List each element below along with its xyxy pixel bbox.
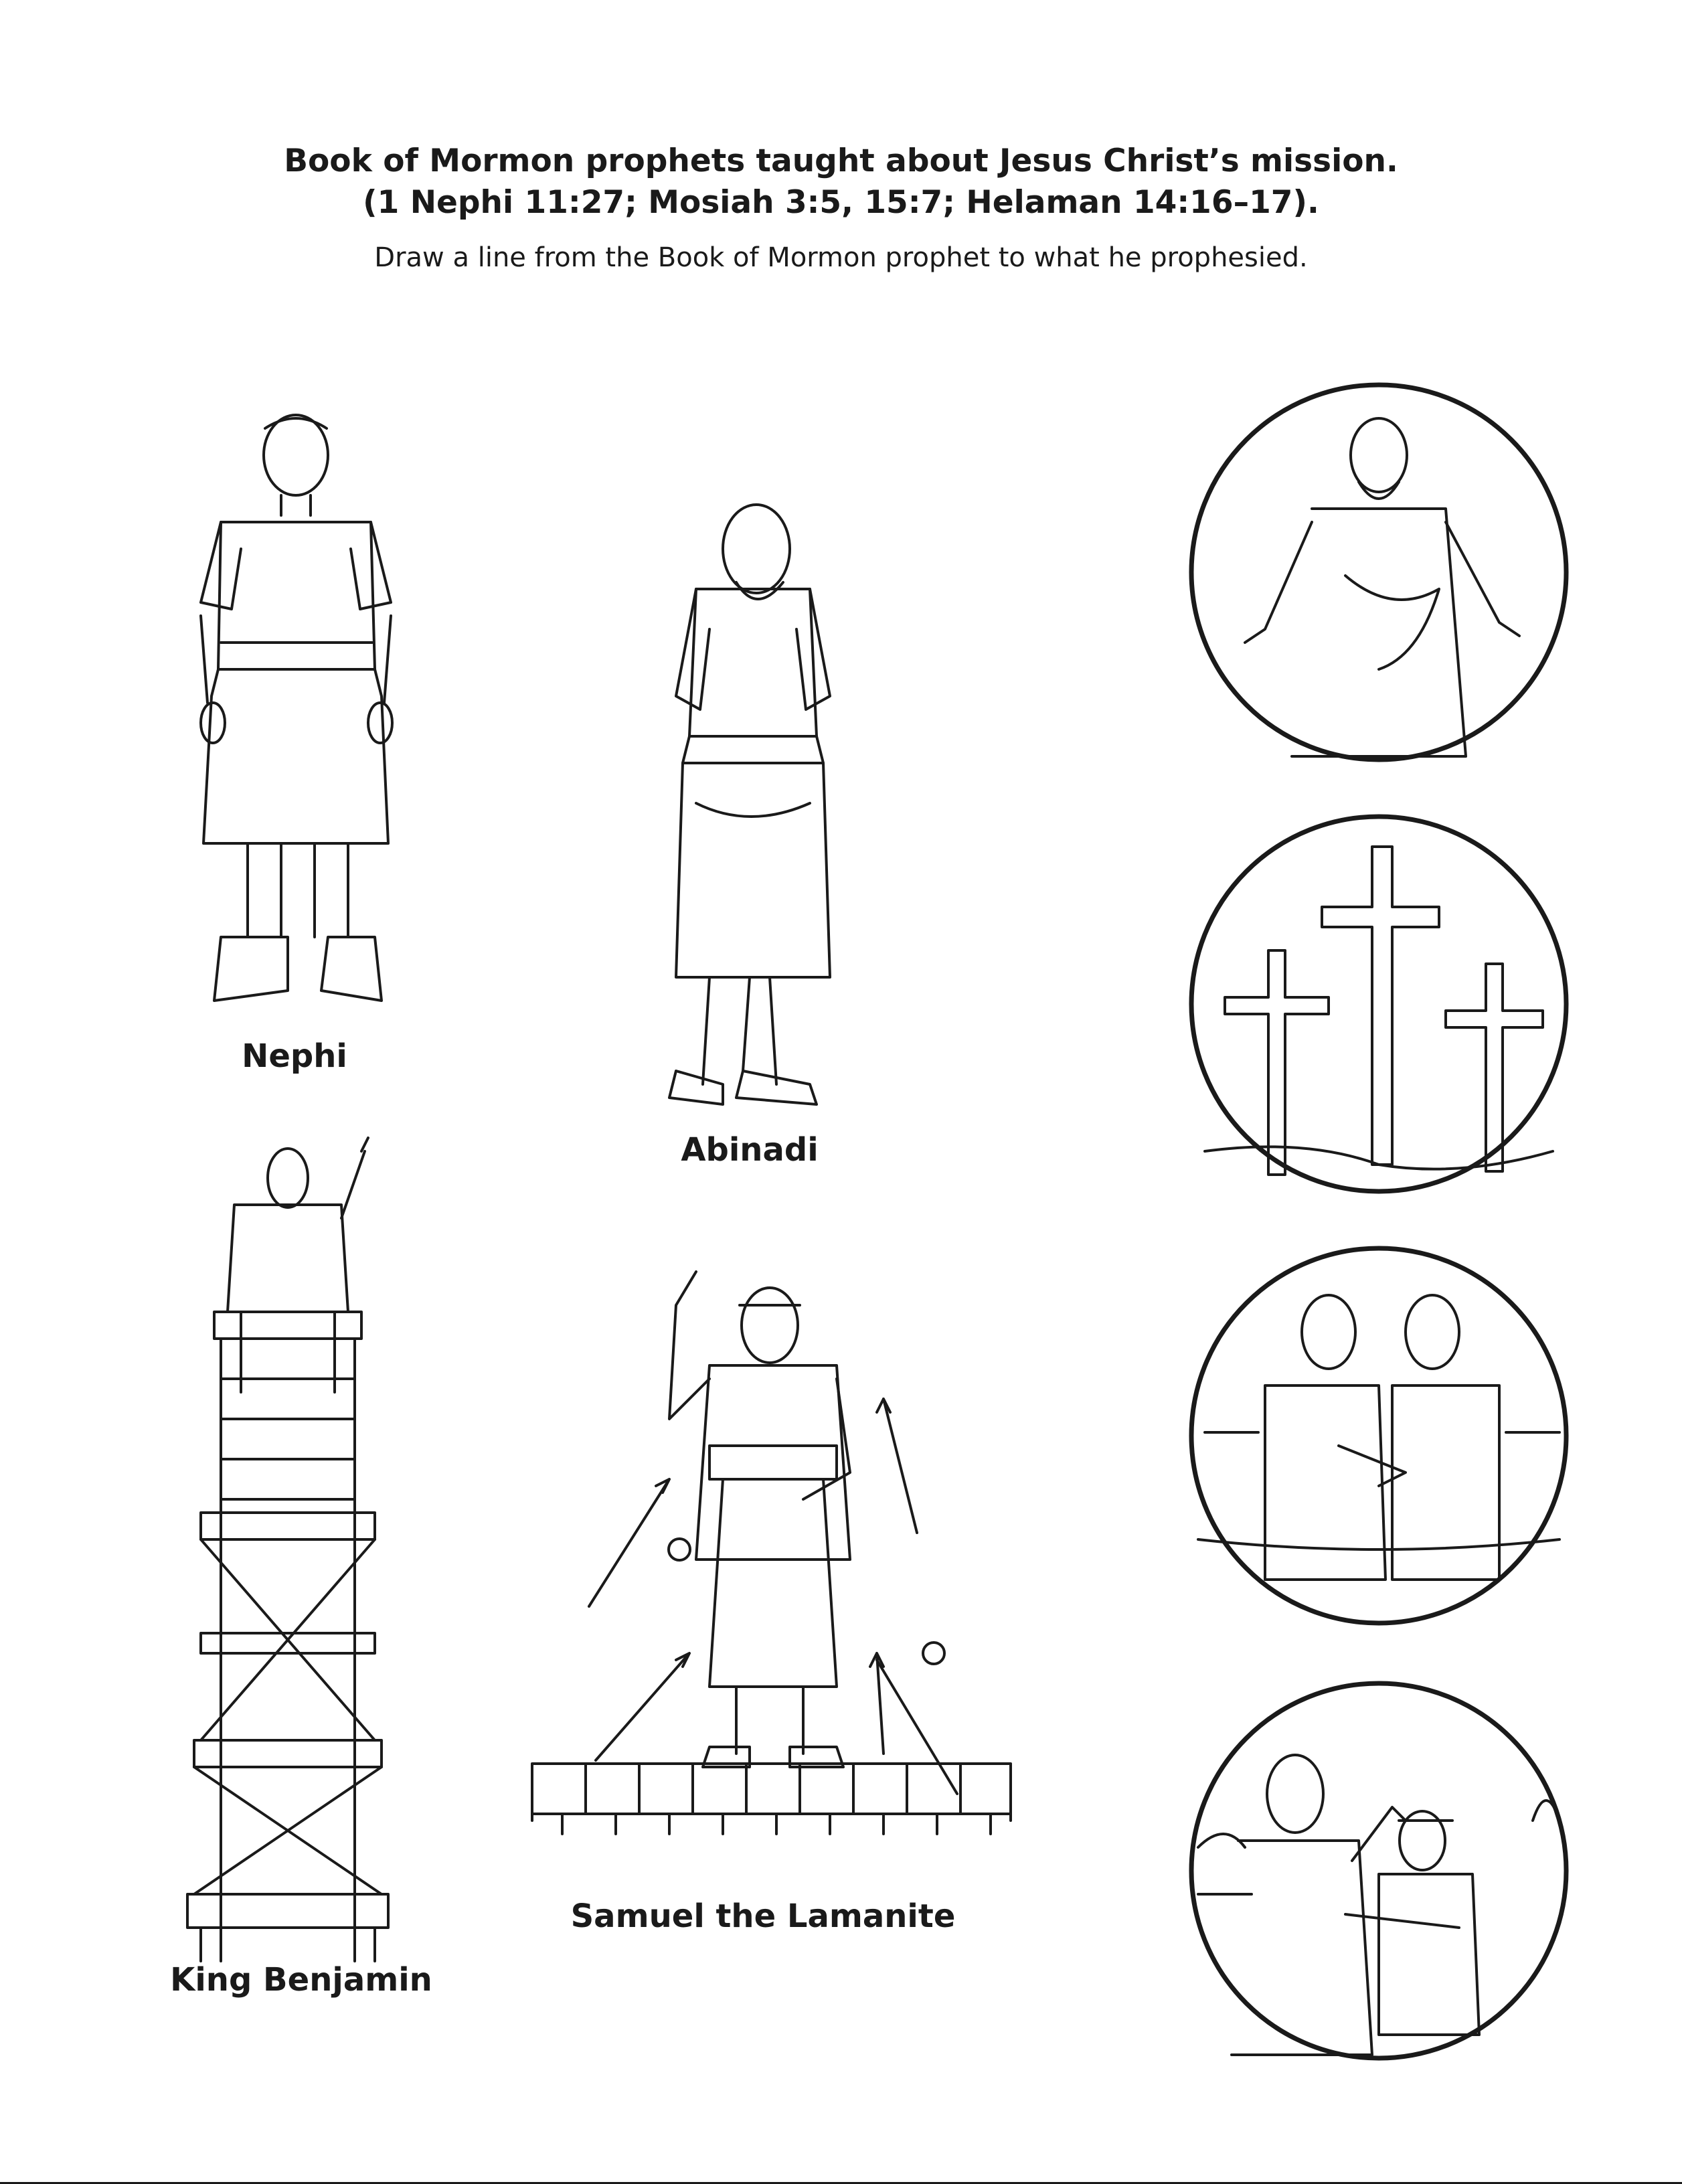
baptism-icon[interactable] [1191, 1248, 1566, 1623]
nephi-figure[interactable] [201, 415, 392, 1001]
title-line-2: (1 Nephi 11:27; Mosiah 3:5, 15:7; Helaman 14:16–17). [363, 184, 1319, 221]
king-benjamin-figure[interactable] [187, 1138, 388, 1961]
blessing-icon[interactable] [1191, 1683, 1566, 2058]
prophet-label-king-benjamin: King Benjamin [170, 1961, 432, 1999]
jesus-christ-icon[interactable] [1191, 385, 1566, 760]
prophet-label-samuel: Samuel the Lamanite [570, 1898, 956, 1935]
prophet-label-nephi: Nephi [242, 1037, 347, 1075]
title-line-1: Book of Mormon prophets taught about Jesus Christ’s mission. [284, 143, 1398, 179]
samuel-figure[interactable] [532, 1272, 1011, 1834]
instructions: Draw a line from the Book of Mormon prophet to what he prophesied. [374, 242, 1308, 273]
prophet-label-abinadi: Abinadi [681, 1131, 819, 1169]
abinadi-figure[interactable] [669, 505, 830, 1104]
three-crosses-icon[interactable] [1191, 817, 1566, 1191]
